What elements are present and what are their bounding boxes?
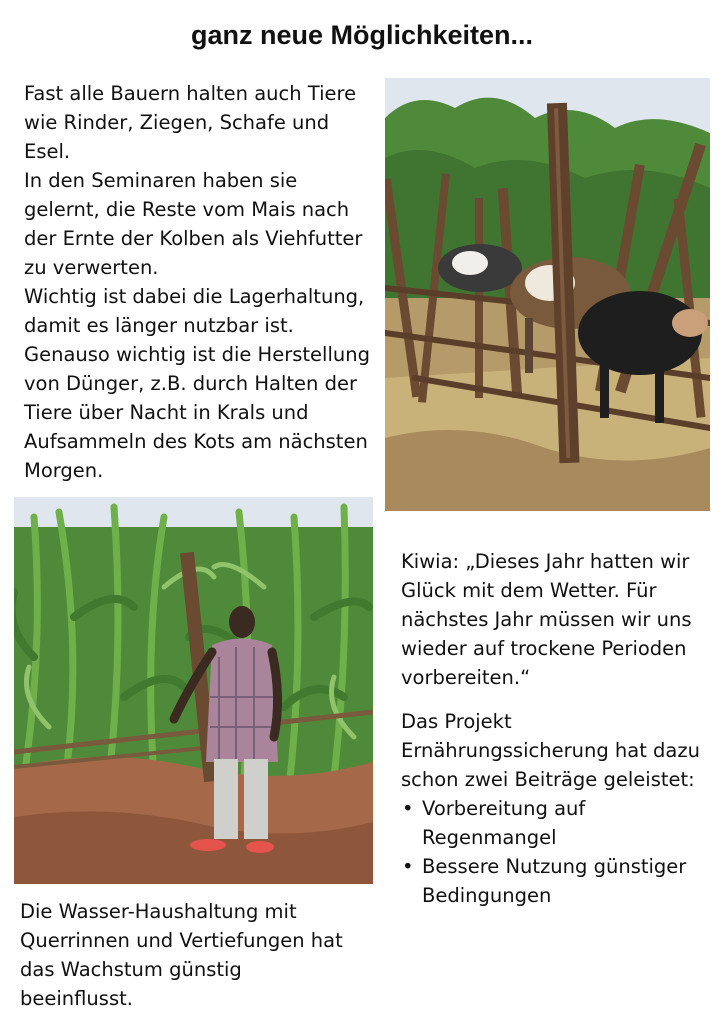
cattle-photo (385, 78, 710, 511)
bullet-item: • Vorbereitung auf Regenmangel (401, 794, 701, 852)
project-bullet-list (401, 794, 701, 910)
project-intro: Das Projekt Ernährungssicherung hat dazu schon zwei Beiträge geleistet: (401, 710, 700, 791)
intro-paragraph-storage: Wichtig ist dabei die Lagerhaltung, damit es länger nutzbar ist. Genauso wichtig ist die Herstellung von Dünger, z.B. durch Halten der Tiere über Nacht in Krals und Aufsammeln des Kots am nächsten Morgen. (24, 285, 370, 482)
bullet-item: • Bessere Nutzung günstiger Bedingungen (401, 852, 701, 910)
intro-paragraph-animals: Fast alle Bauern halten auch Tiere wie Rinder, Ziegen, Schafe und Esel. (24, 82, 357, 163)
intro-paragraph-seminars: In den Seminaren haben sie gelernt, die Reste vom Mais nach der Ernte der Kolben als Viehfutter zu verwerten. (24, 169, 363, 279)
quote-text: Kiwia: „Dieses Jahr hatten wir Glück mit dem Wetter. Für nächstes Jahr müssen wir uns wieder auf trockene Perioden vorbereiten.“ (401, 550, 692, 689)
page-title: ganz neue Möglichkeiten... (190, 20, 534, 50)
project-text (401, 707, 701, 910)
maize-photo (14, 497, 373, 884)
intro-text (24, 79, 376, 485)
maize-photo-caption: Die Wasser-Haushaltung mit Querrinnen und Vertiefungen hat das Wachstum günstig beeinflusst. (20, 900, 343, 1010)
